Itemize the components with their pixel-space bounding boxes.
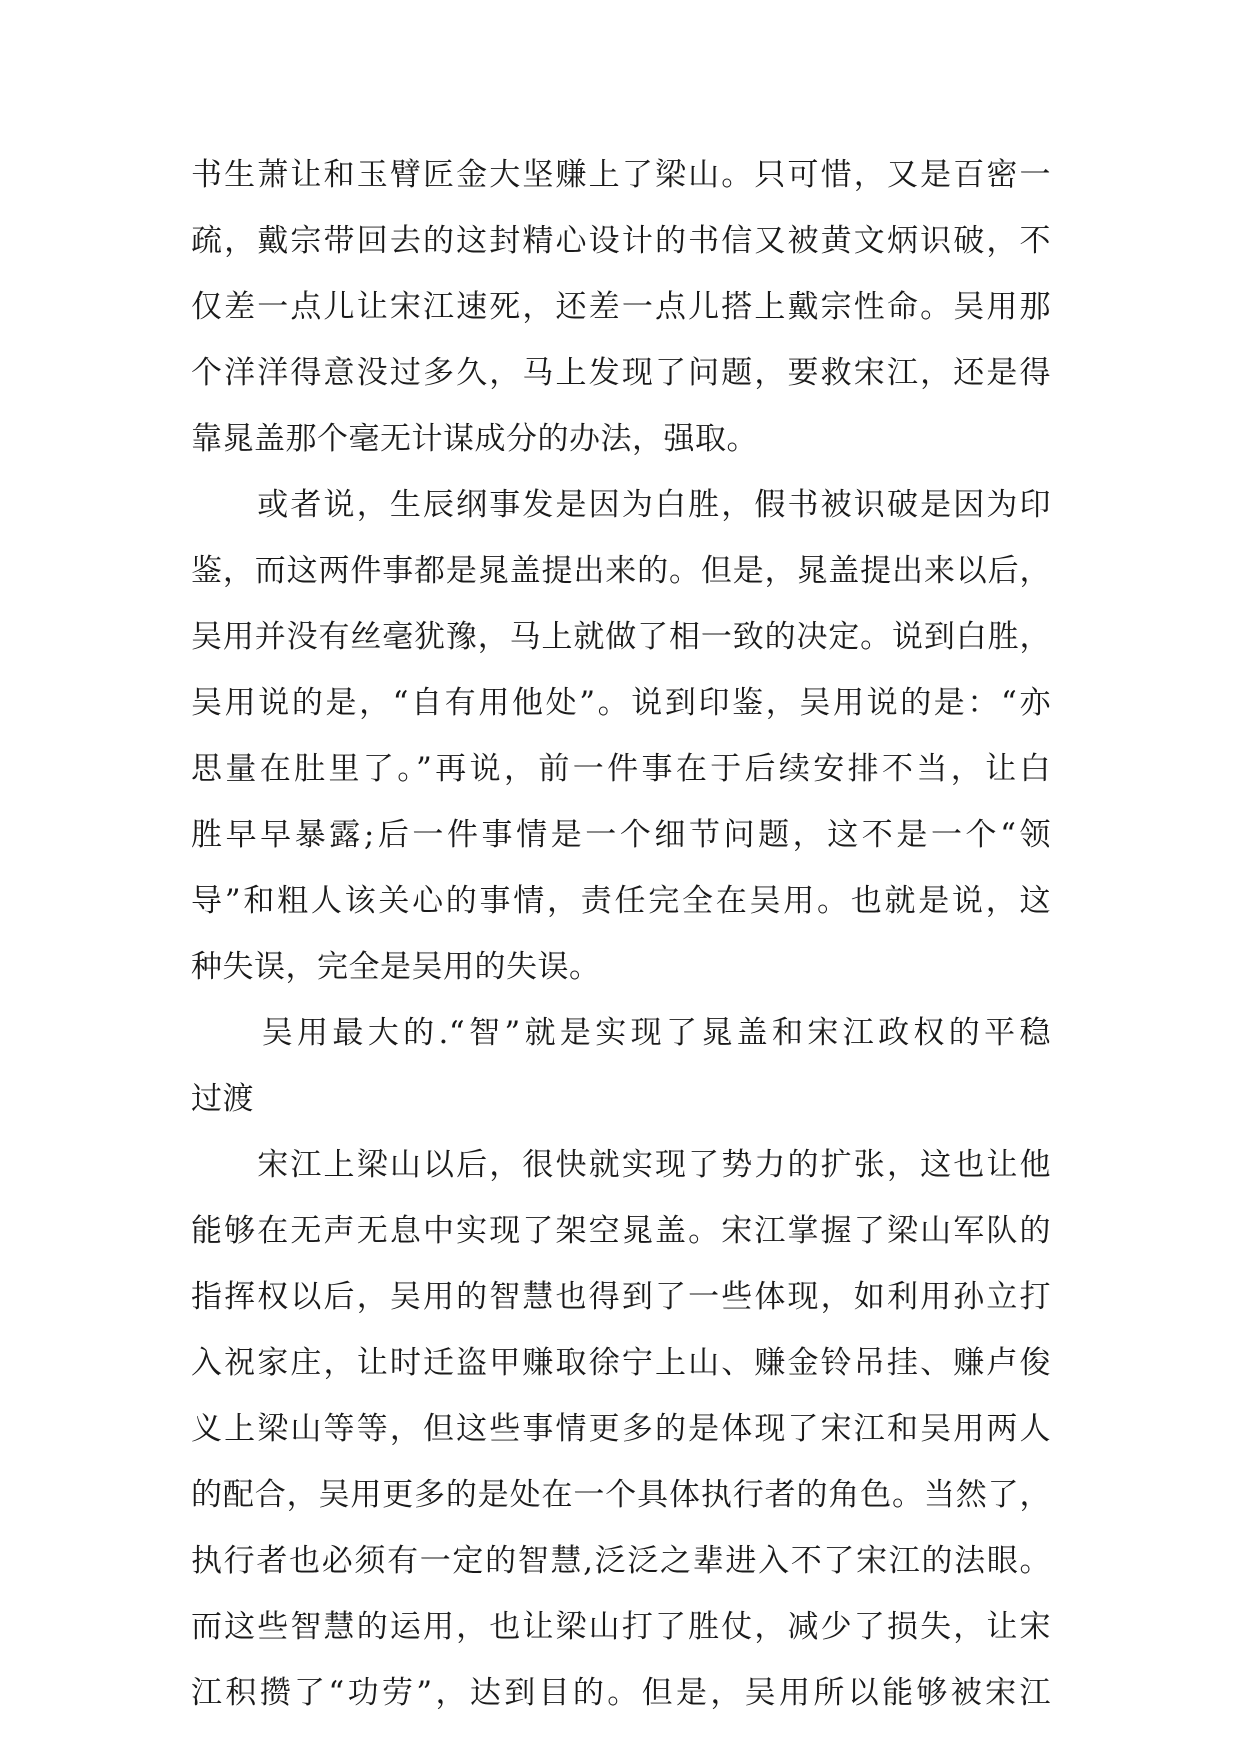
text-line: 过渡	[191, 1081, 254, 1117]
text-line: 吴用最大的.“智”就是实现了晁盖和宋江政权的平稳	[191, 1015, 1051, 1051]
text-line: 导”和粗人该关心的事情，责任完全在吴用。也就是说，这	[191, 883, 1051, 919]
text-line: 胜早早暴露;后一件事情是一个细节问题，这不是一个“领	[191, 817, 1051, 853]
text-line: 仅差一点儿让宋江速死，还差一点儿搭上戴宗性命。吴用那	[191, 289, 1051, 325]
text-line: 指挥权以后，吴用的智慧也得到了一些体现，如利用孙立打	[191, 1279, 1051, 1315]
text-line: 宋江上梁山以后，很快就实现了势力的扩张，这也让他	[191, 1147, 1051, 1183]
text-line: 的配合，吴用更多的是处在一个具体执行者的角色。当然了，	[191, 1477, 1051, 1513]
text-line: 靠晁盖那个毫无计谋成分的办法，强取。	[191, 421, 758, 457]
text-line: 疏，戴宗带回去的这封精心设计的书信又被黄文炳识破，不	[191, 223, 1051, 259]
text-line: 吴用并没有丝毫犹豫，马上就做了相一致的决定。说到白胜，	[191, 619, 1051, 655]
text-line: 吴用说的是，“自有用他处”。说到印鉴，吴用说的是：“亦	[191, 685, 1051, 721]
text-line: 执行者也必须有一定的智慧,泛泛之辈进入不了宋江的法眼。	[191, 1543, 1051, 1579]
text-line: 或者说，生辰纲事发是因为白胜，假书被识破是因为印	[191, 487, 1051, 523]
text-line: 书生萧让和玉臂匠金大坚赚上了梁山。只可惜，又是百密一	[191, 157, 1051, 193]
text-line: 江积攒了“功劳”，达到目的。但是，吴用所以能够被宋江	[191, 1675, 1051, 1711]
text-line: 而这些智慧的运用，也让梁山打了胜仗，减少了损失，让宋	[191, 1609, 1051, 1645]
text-line: 入祝家庄，让时迁盗甲赚取徐宁上山、赚金铃吊挂、赚卢俊	[191, 1345, 1051, 1381]
text-line: 个洋洋得意没过多久，马上发现了问题，要救宋江，还是得	[191, 355, 1051, 391]
body-text	[191, 142, 1051, 1726]
text-line: 鉴，而这两件事都是晁盖提出来的。但是，晁盖提出来以后，	[191, 553, 1051, 589]
text-line: 种失误，完全是吴用的失误。	[191, 949, 601, 985]
text-line: 思量在肚里了。”再说，前一件事在于后续安排不当，让白	[191, 751, 1051, 787]
text-line: 义上梁山等等，但这些事情更多的是体现了宋江和吴用两人	[191, 1411, 1051, 1447]
text-line: 能够在无声无息中实现了架空晁盖。宋江掌握了梁山军队的	[191, 1213, 1051, 1249]
